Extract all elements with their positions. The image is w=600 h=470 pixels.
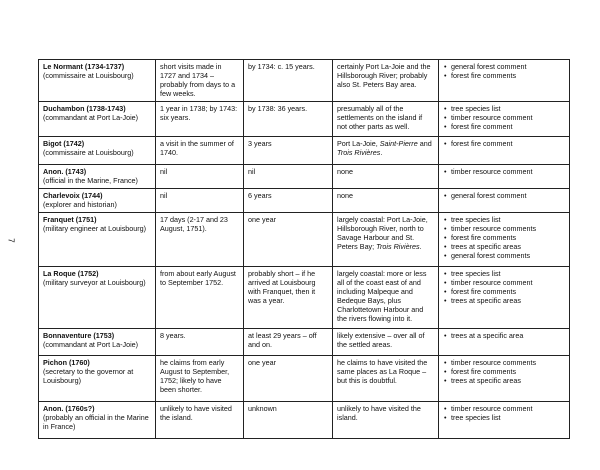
comment-item: • general forest comments [443,251,565,260]
visit-duration-cell: 8 years. [156,329,244,356]
extent-cell: none [333,165,439,189]
comment-item: • trees at a specific area [443,331,565,340]
comment-item: • tree species list [443,413,565,422]
visit-duration-cell: short visits made in 1727 and 1734 – probably from days to a few weeks. [156,60,244,102]
residence-cell: by 1734: c. 15 years. [244,60,333,102]
extent-cell: unlikely to have visited the island. [333,402,439,439]
place-name-italic: Trois Rivières [376,242,420,251]
observer-role: (commandant at Port La-Joie) [43,340,139,349]
visit-duration-cell: 17 days (2-17 and 23 August, 1751). [156,213,244,267]
table-row [39,329,570,356]
observer-name: Bonnaventure (1753) [43,331,115,340]
observer-role: (commandant at Port La-Joie) [43,113,139,122]
comments-cell [439,60,570,102]
visit-duration-cell: he claims from early August to September, 1752; likely to have been shorter. [156,356,244,402]
visit-duration-cell: nil [156,189,244,213]
extent-cell: largely coastal: more or less all of the coast east of and including Malpeque and Bedeque Bays, plus Charlottetown Harbour and the rivers flowing into it. [333,267,439,329]
table-row [39,267,570,329]
comment-item: • timber resource comment [443,404,565,413]
comment-list [443,191,565,200]
comment-item: • tree species list [443,215,565,224]
extent-cell [333,137,439,165]
extent-cell: he claims to have visited the same places as La Roque – but this is doubtful. [333,356,439,402]
residence-cell: unknown [244,402,333,439]
comment-list [443,139,565,148]
visit-duration-cell: unlikely to have visited the island. [156,402,244,439]
comment-item: • tree species list [443,104,565,113]
residence-cell: one year [244,356,333,402]
observer-cell [39,213,156,267]
residence-cell: probably short – if he arrived at Louisbourg with Franquet, then it was a year. [244,267,333,329]
comments-cell [439,402,570,439]
comment-list [443,269,565,305]
observer-cell [39,267,156,329]
comment-item: • general forest comment [443,62,565,71]
comment-item: • tree species list [443,269,565,278]
comment-item: • forest fire comments [443,71,565,80]
extent-text: . [419,242,422,251]
table-row [39,402,570,439]
observer-name: Le Normant (1734-1737) [43,62,125,71]
comment-item: • timber resource comments [443,224,565,233]
residence-cell: 6 years [244,189,333,213]
extent-text: largely coastal: Port La-Joie, Hillsborough River, north to Savage Harbour and St. Peters Bay; [337,215,428,251]
observer-role: (probably an official in the Marine in France) [43,413,149,431]
page-number: 7 [6,238,16,243]
comments-cell [439,189,570,213]
observer-role: (military engineer at Louisbourg) [43,224,147,233]
comment-item: • forest fire comments [443,367,565,376]
observer-cell [39,402,156,439]
observer-name: Franquet (1751) [43,215,97,224]
comments-cell [439,137,570,165]
comment-list [443,215,565,260]
table-row [39,60,570,102]
extent-cell [333,213,439,267]
comment-item: • timber resource comment [443,113,565,122]
residence-cell: 3 years [244,137,333,165]
place-name-italic: Saint-Pierre [379,139,418,148]
comment-list [443,167,565,176]
comment-item: • trees at specific areas [443,242,565,251]
comment-list [443,331,565,340]
observer-cell [39,165,156,189]
extent-text: and [417,139,432,148]
residence-cell: nil [244,165,333,189]
table-row [39,165,570,189]
observer-role: (secretary to the governor at Louisbourg) [43,367,134,385]
extent-cell: certainly Port La-Joie and the Hillsborough River; probably also St. Peters Bay area. [333,60,439,102]
observer-cell [39,356,156,402]
comment-item: • timber resource comments [443,358,565,367]
comment-item: • timber resource comment [443,278,565,287]
observer-role: (explorer and historian) [43,200,117,209]
observer-name: Pichon (1760) [43,358,90,367]
comment-item: • forest fire comment [443,122,565,131]
comments-cell [439,267,570,329]
residence-cell: one year [244,213,333,267]
observer-role: (official in the Marine, France) [43,176,138,185]
visit-duration-cell: a visit in the summer of 1740. [156,137,244,165]
comments-cell [439,356,570,402]
comment-list [443,404,565,422]
observer-name: Anon. (1760s?) [43,404,95,413]
extent-cell: presumably all of the settlements on the island if not other parts as well. [333,102,439,137]
residence-cell: by 1738: 36 years. [244,102,333,137]
observer-name: La Roque (1752) [43,269,99,278]
observer-role: (commissaire at Louisbourg) [43,71,134,80]
comment-item: • trees at specific areas [443,296,565,305]
comment-item: • forest fire comments [443,287,565,296]
residence-cell: at least 29 years – off and on. [244,329,333,356]
place-name-italic: Trois Rivières [337,148,381,157]
extent-text: . [380,148,383,157]
extent-cell: likely extensive – over all of the settled areas. [333,329,439,356]
table-row [39,137,570,165]
observer-name: Bigot (1742) [43,139,85,148]
comments-cell [439,102,570,137]
observer-role: (commissaire at Louisbourg) [43,148,134,157]
table-row [39,356,570,402]
table-row [39,189,570,213]
comment-item: • trees at specific areas [443,376,565,385]
observer-cell [39,189,156,213]
comment-list [443,358,565,385]
visit-duration-cell: 1 year in 1738; by 1743: six years. [156,102,244,137]
observer-cell [39,60,156,102]
table-body [39,60,570,439]
observer-name: Anon. (1743) [43,167,87,176]
comments-cell [439,165,570,189]
observer-name: Charlevoix (1744) [43,191,103,200]
observer-name: Duchambon (1738-1743) [43,104,126,113]
comment-list [443,62,565,80]
observer-cell [39,137,156,165]
comments-cell [439,329,570,356]
observers-table [38,59,570,439]
comments-cell [439,213,570,267]
visit-duration-cell: nil [156,165,244,189]
table-row [39,213,570,267]
comment-list [443,104,565,131]
extent-text: Port La-Joie, [337,139,380,148]
observer-cell [39,329,156,356]
observer-role: (military surveyor at Louisbourg) [43,278,146,287]
extent-cell: none [333,189,439,213]
table-row [39,102,570,137]
comment-item: • forest fire comment [443,139,565,148]
visit-duration-cell: from about early August to September 1752. [156,267,244,329]
observer-cell [39,102,156,137]
comment-item: • timber resource comment [443,167,565,176]
comment-item: • general forest comment [443,191,565,200]
comment-item: • forest fire comments [443,233,565,242]
